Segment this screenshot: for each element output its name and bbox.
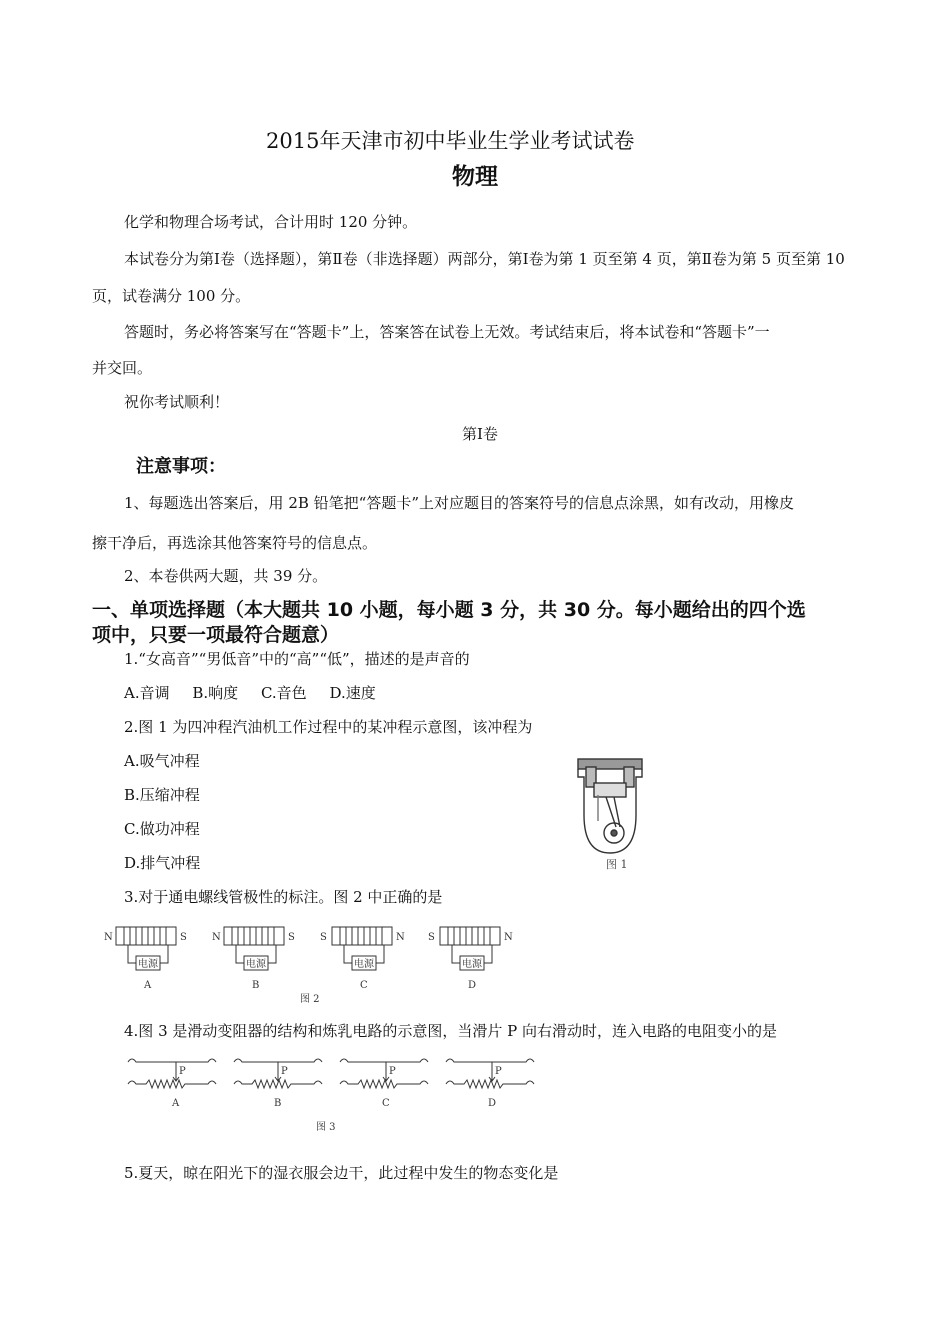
exam-title: 2015年天津市初中毕业生学业考试试卷 (266, 129, 635, 153)
power-label: 电源 (354, 959, 374, 970)
solenoid-label: C (360, 980, 368, 991)
option-c: C.音色 (260, 684, 307, 702)
option-b: B.响度 (192, 684, 239, 702)
option-a: A.音调 (124, 684, 170, 702)
question-2-option-a: A.吸气冲程 (124, 752, 200, 770)
question-2-option-d: D.排气冲程 (124, 854, 201, 872)
slider-label: P (179, 1066, 186, 1077)
rheostat-a (128, 1059, 216, 1109)
rheostat-c (340, 1059, 428, 1109)
pole-left: N (212, 932, 221, 943)
question-3-stem: 3.对于通电螺线管极性的标注。图 2 中正确的是 (124, 888, 443, 906)
notes-item-2: 2、本卷供两大题，共 39 分。 (124, 567, 328, 585)
question-4-stem: 4.图 3 是滑动变阻器的结构和炼乳电路的示意图，当滑片 P 向右滑动时，连入电路的电阻变小的是 (124, 1022, 778, 1040)
pole-right: S (288, 932, 295, 943)
section-heading-line-2: 项中，只要一项最符合题意） (92, 624, 340, 646)
rheostat-label: C (382, 1098, 390, 1109)
figure-1-caption: 图 1 (606, 858, 628, 871)
pole-right: N (396, 932, 405, 943)
question-2-option-c: C.做功冲程 (124, 820, 200, 838)
pole-left: S (320, 932, 327, 943)
power-label: 电源 (138, 959, 158, 970)
section-heading-line-1: 一、单项选择题（本大题共 10 小题，每小题 3 分，共 30 分。每小题给出的四个选 (92, 599, 806, 621)
solenoid-c (320, 927, 405, 991)
power-label: 电源 (462, 959, 482, 970)
solenoid-label: D (468, 980, 477, 991)
rheostat-b (234, 1059, 322, 1109)
pole-left: N (104, 932, 113, 943)
intro-line-2a: 本试卷分为第Ⅰ卷（选择题），第Ⅱ卷（非选择题）两部分，第Ⅰ卷为第 1 页至第 4 页，第Ⅱ卷为第 5 页至第 10 (124, 250, 845, 268)
option-d: D.速度 (329, 684, 376, 702)
notes-heading: 注意事项： (136, 456, 226, 477)
figure-3-rheostats (126, 1054, 546, 1134)
slider-label: P (281, 1066, 288, 1077)
intro-line-2b: 页，试卷满分 100 分。 (92, 287, 251, 305)
volume-label: 第Ⅰ卷 (462, 425, 498, 443)
subject-title: 物理 (452, 164, 498, 190)
solenoid-b (212, 927, 295, 991)
question-1-options (124, 684, 394, 702)
pole-right: N (504, 932, 513, 943)
question-5-stem: 5.夏天，晾在阳光下的湿衣服会边干，此过程中发生的物态变化是 (124, 1164, 559, 1182)
slider-label: P (389, 1066, 396, 1077)
power-label: 电源 (246, 959, 266, 970)
slider-label: P (495, 1066, 502, 1077)
rheostat-label: B (274, 1098, 282, 1109)
pole-right: S (180, 932, 187, 943)
rheostat-d (446, 1059, 534, 1109)
intro-line-4: 祝你考试顺利！ (124, 393, 230, 411)
rheostat-label: D (488, 1098, 497, 1109)
solenoid-label: A (144, 980, 152, 991)
figure-1-engine-diagram (570, 755, 650, 870)
solenoid-d (428, 927, 513, 991)
notes-item-1b: 擦干净后，再选涂其他答案符号的信息点。 (92, 534, 378, 552)
intro-line-1: 化学和物理合场考试，合计用时 120 分钟。 (124, 213, 418, 231)
question-2-option-b: B.压缩冲程 (124, 786, 200, 804)
intro-line-3b: 并交回。 (92, 359, 153, 377)
figure-3-caption: 图 3 (316, 1122, 336, 1133)
solenoid-label: B (252, 980, 260, 991)
intro-line-3a: 答题时，务必将答案写在“答题卡”上，答案答在试卷上无效。考试结束后，将本试卷和“答题卡”一 (124, 323, 770, 341)
question-1-stem: 1.“女高音”“男低音”中的“高”“低”，描述的是声音的 (124, 650, 470, 668)
figure-2-solenoids (98, 922, 528, 1007)
pole-left: S (428, 932, 435, 943)
solenoid-a (104, 927, 187, 991)
figure-2-caption: 图 2 (300, 994, 320, 1005)
notes-item-1a: 1、每题选出答案后，用 2B 铅笔把“答题卡”上对应题目的答案符号的信息点涂黑，如有改动，用橡皮 (124, 494, 794, 512)
rheostat-label: A (172, 1098, 180, 1109)
question-2-stem: 2.图 1 为四冲程汽油机工作过程中的某冲程示意图，该冲程为 (124, 718, 533, 736)
